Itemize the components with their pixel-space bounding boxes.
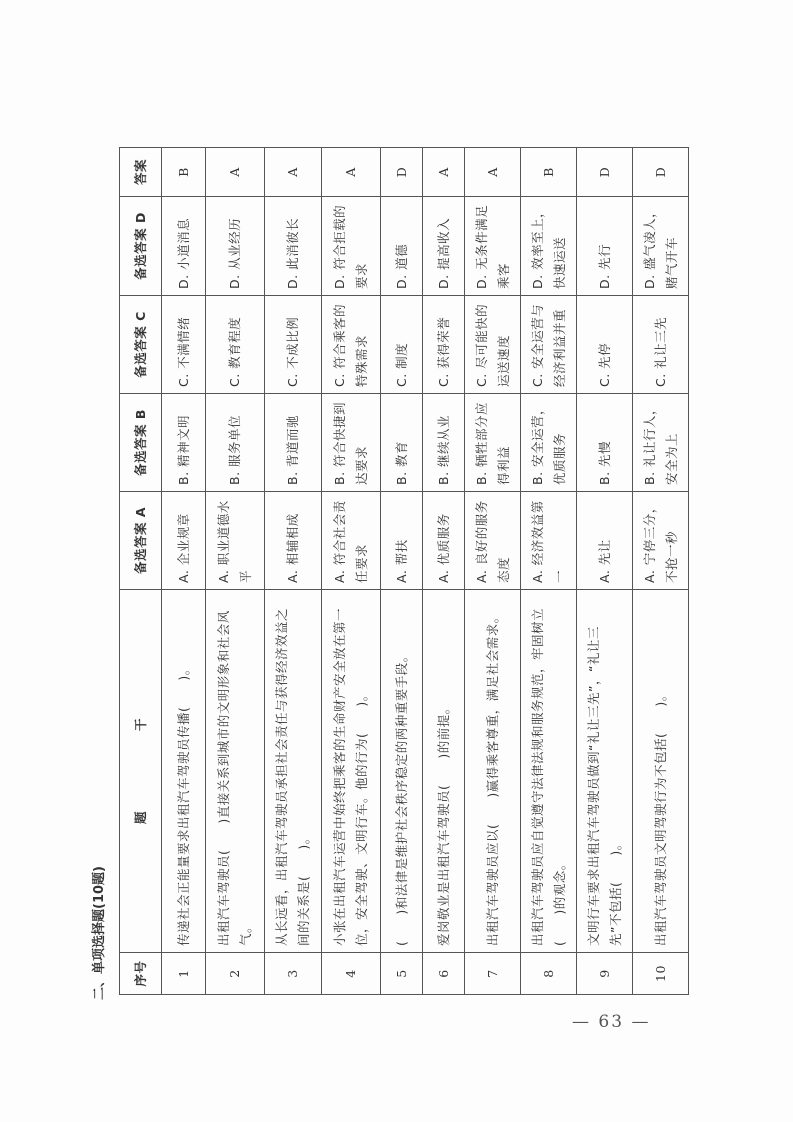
option-d: D. 道德 — [381, 197, 423, 296]
question-stem: 文明行车要求出租汽车驾驶员做到“礼让三先”，“礼让三先”不包括( )。 — [577, 590, 633, 953]
page-number: — 63 — — [572, 1012, 651, 1032]
question-stem: ( )和法律是维护社会秩序稳定的两种重要手段。 — [381, 590, 423, 953]
option-b: B. 精神文明 — [162, 394, 206, 492]
question-stem: 传递社会正能量要求出租汽车驾驶员传播( )。 — [162, 590, 206, 953]
question-stem: 出租汽车驾驶员( )直接关系到城市的文明形象和社会风气。 — [206, 590, 265, 953]
option-b: B. 安全运营，优质服务 — [521, 394, 577, 492]
question-table — [119, 147, 689, 995]
header-option-d: 备选答案 D — [120, 197, 162, 296]
option-d: D. 盛气凌人，赌气开车 — [633, 197, 689, 296]
option-d: D. 符合拒载的要求 — [322, 197, 381, 296]
option-d: D. 小道消息 — [162, 197, 206, 296]
header-number: 序号 — [120, 953, 162, 995]
question-stem: 出租汽车驾驶员应以( )赢得乘客尊重，满足社会需求。 — [465, 590, 521, 953]
option-b: B. 礼让行人，安全为上 — [633, 394, 689, 492]
answer: A — [465, 148, 521, 197]
header-option-a: 备选答案 A — [120, 492, 162, 590]
header-stem-left: 题 — [132, 811, 148, 825]
question-table-container — [119, 148, 688, 995]
table-row — [381, 148, 423, 995]
question-stem: 出租汽车驾驶员应自觉遵守法律法规和服务规范，牢固树立( )的观念。 — [521, 590, 577, 953]
table-row — [162, 148, 206, 995]
question-number: 2 — [206, 953, 265, 995]
option-d: D. 先行 — [577, 197, 633, 296]
answer: A — [322, 148, 381, 197]
answer: B — [162, 148, 206, 197]
table-row — [265, 148, 322, 995]
option-d: D. 从业经历 — [206, 197, 265, 296]
table-row — [322, 148, 381, 995]
answer: B — [521, 148, 577, 197]
option-a: A. 先让 — [577, 492, 633, 590]
header-option-c: 备选答案 C — [120, 296, 162, 394]
header-option-b: 备选答案 B — [120, 394, 162, 492]
table-row — [465, 148, 521, 995]
question-stem: 小张在出租汽车运营中始终把乘客的生命财产安全放在第一位，安全驾驶、文明行车。他的行为( )。 — [322, 590, 381, 953]
table-row — [423, 148, 465, 995]
option-c: C. 先停 — [577, 296, 633, 394]
option-b: B. 先慢 — [577, 394, 633, 492]
question-number: 10 — [633, 953, 689, 995]
option-a: A. 经济效益第一 — [521, 492, 577, 590]
header-stem-right: 干 — [132, 717, 148, 731]
question-number: 5 — [381, 953, 423, 995]
answer: D — [633, 148, 689, 197]
question-number: 9 — [577, 953, 633, 995]
question-number: 3 — [265, 953, 322, 995]
question-stem: 从长远看，出租汽车驾驶员承担社会责任与获得经济效益之间的关系是( )。 — [265, 590, 322, 953]
answer: A — [206, 148, 265, 197]
option-a: A. 符合社会责任要求 — [322, 492, 381, 590]
option-b: B. 符合快捷到达要求 — [322, 394, 381, 492]
option-c: C. 符合乘客的特殊需求 — [322, 296, 381, 394]
option-c: C. 安全运营与经济利益并重 — [521, 296, 577, 394]
option-b: B. 继续从业 — [423, 394, 465, 492]
table-row — [206, 148, 265, 995]
table-header-row — [120, 148, 162, 995]
question-stem: 爱岗敬业是出租汽车驾驶员( )的前提。 — [423, 590, 465, 953]
option-c: C. 不满情绪 — [162, 296, 206, 394]
option-a: A. 良好的服务态度 — [465, 492, 521, 590]
question-number: 7 — [465, 953, 521, 995]
option-b: B. 教育 — [381, 394, 423, 492]
question-number: 4 — [322, 953, 381, 995]
table-row — [521, 148, 577, 995]
table-row — [577, 148, 633, 995]
option-d: D. 效率至上，快速运送 — [521, 197, 577, 296]
option-c: C. 尽可能快的运送速度 — [465, 296, 521, 394]
answer: D — [577, 148, 633, 197]
table-row — [633, 148, 689, 995]
option-c: C. 制度 — [381, 296, 423, 394]
option-a: A. 职业道德水平 — [206, 492, 265, 590]
section-heading: 二、单项选择题(10题) — [92, 866, 107, 1000]
option-b: B. 背道而驰 — [265, 394, 322, 492]
question-number: 1 — [162, 953, 206, 995]
option-b: B. 服务单位 — [206, 394, 265, 492]
question-number: 6 — [423, 953, 465, 995]
option-d: D. 无条件满足乘客 — [465, 197, 521, 296]
answer: D — [381, 148, 423, 197]
option-c: C. 不成比例 — [265, 296, 322, 394]
answer: A — [423, 148, 465, 197]
answer: A — [265, 148, 322, 197]
option-c: C. 获得荣誉 — [423, 296, 465, 394]
option-c: C. 礼让三先 — [633, 296, 689, 394]
option-a: A. 优质服务 — [423, 492, 465, 590]
option-d: D. 此消彼长 — [265, 197, 322, 296]
question-stem: 出租汽车驾驶员文明驾驶行为不包括( )。 — [633, 590, 689, 953]
option-a: A. 帮扶 — [381, 492, 423, 590]
header-stem — [120, 590, 162, 953]
option-a: A. 宁停三分，不抢一秒 — [633, 492, 689, 590]
header-answer: 答案 — [120, 148, 162, 197]
option-b: B. 牺牲部分应得利益 — [465, 394, 521, 492]
option-a: A. 企业规章 — [162, 492, 206, 590]
question-number: 8 — [521, 953, 577, 995]
option-a: A. 相辅相成 — [265, 492, 322, 590]
option-d: D. 提高收入 — [423, 197, 465, 296]
option-c: C. 教育程度 — [206, 296, 265, 394]
